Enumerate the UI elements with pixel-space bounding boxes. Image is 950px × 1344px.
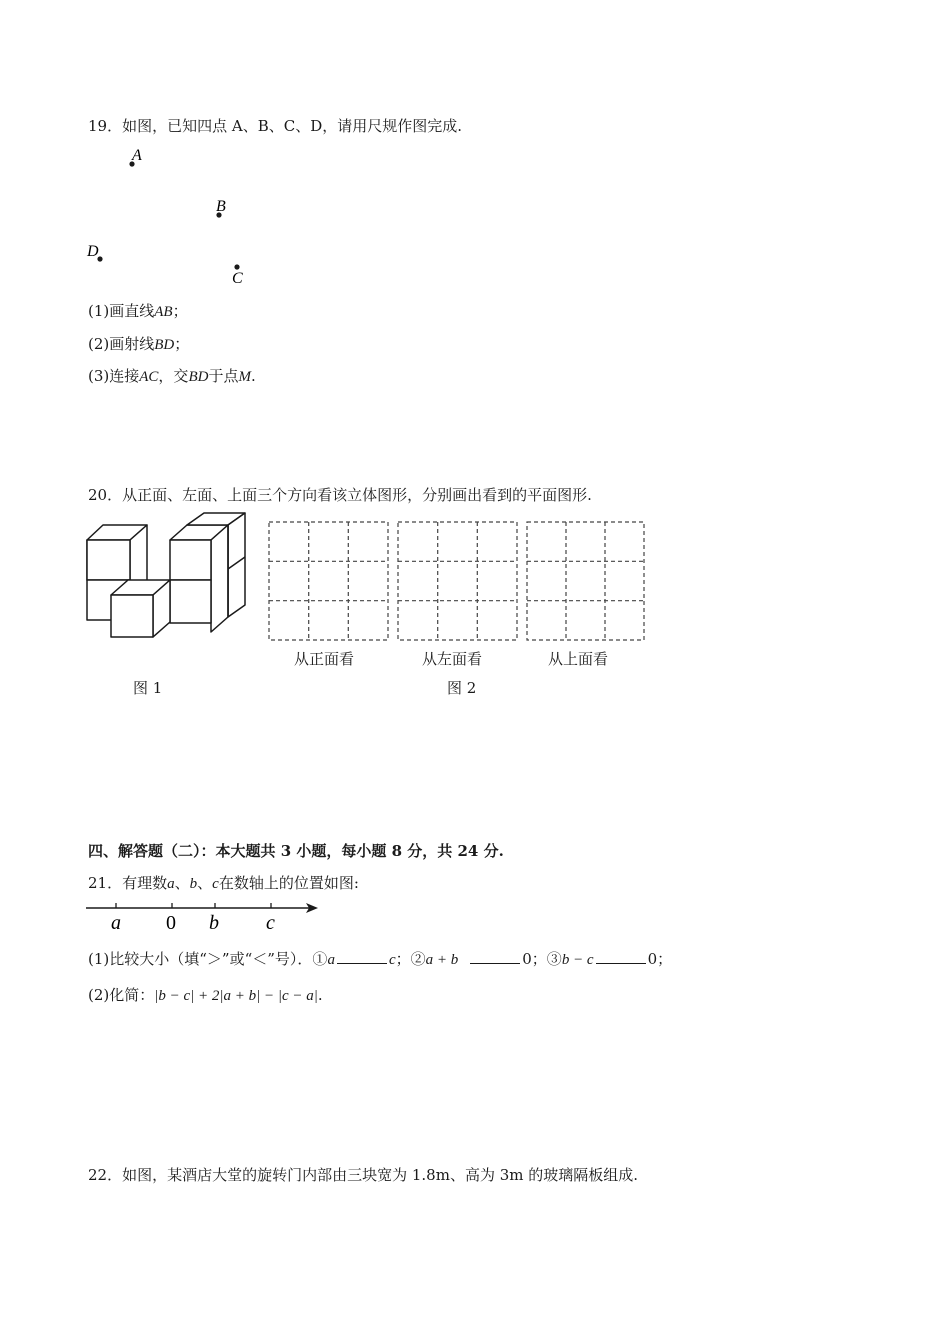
point-c-dot: [234, 264, 239, 269]
section4-title: 四、解答题（二）：本大题共 3 小题，每小题 8 分，共 24 分.: [88, 842, 504, 860]
point-b-label: B: [216, 198, 226, 215]
fig1-caption: 图 1: [133, 679, 163, 697]
top-view-label: 从上面看: [548, 650, 609, 668]
left-view-grid: [398, 522, 517, 640]
answer-blank-1[interactable]: [337, 949, 387, 964]
front-view-label: 从正面看: [294, 650, 355, 668]
q20-prompt: 20．从正面、左面、上面三个方向看该立体图形，分别画出看到的平面图形.: [88, 486, 592, 504]
q21-sub1: (1)比较大小（填“＞”或“＜”号）．①a c；②a + b 0；③b − c 0；: [88, 950, 673, 968]
left-view-label: 从左面看: [422, 650, 483, 668]
q19-sub3: (3)连接AC，交BD于点M.: [88, 367, 256, 385]
q19-points-figure: [80, 140, 280, 290]
cube-solid-figure: [80, 505, 260, 645]
q19-sub2: (2)画射线BD；: [88, 335, 190, 353]
point-c-label: C: [232, 270, 243, 287]
simplify-expression: |b − c| + 2|a + b| − |c − a|: [154, 988, 318, 1004]
fig2-caption: 图 2: [447, 679, 477, 697]
answer-blank-3[interactable]: [596, 949, 646, 964]
q19-sub1: (1)画直线AB；: [88, 302, 188, 320]
number-line: [84, 896, 324, 936]
point-d-label: D: [87, 243, 99, 260]
q19-prompt: 19．如图，已知四点 A、B、C、D，请用尺规作图完成.: [88, 117, 462, 135]
answer-blank-2[interactable]: [470, 949, 520, 964]
view-grids: [266, 518, 651, 646]
top-view-grid: [527, 522, 644, 640]
axis-label-zero: 0: [166, 912, 176, 934]
axis-label-b: b: [209, 912, 219, 934]
front-view-grid: [269, 522, 388, 640]
axis-label-a: a: [111, 912, 121, 934]
q22-prompt: 22．如图，某酒店大堂的旋转门内部由三块宽为 1.8m、高为 3m 的玻璃隔板组成.: [88, 1166, 639, 1184]
q21-prompt: 21．有理数a、b、c在数轴上的位置如图:: [88, 874, 359, 892]
q21-sub2: (2)化简：|b − c| + 2|a + b| − |c − a|.: [88, 986, 323, 1004]
axis-label-c: c: [266, 912, 275, 934]
point-a-label: A: [132, 147, 142, 164]
